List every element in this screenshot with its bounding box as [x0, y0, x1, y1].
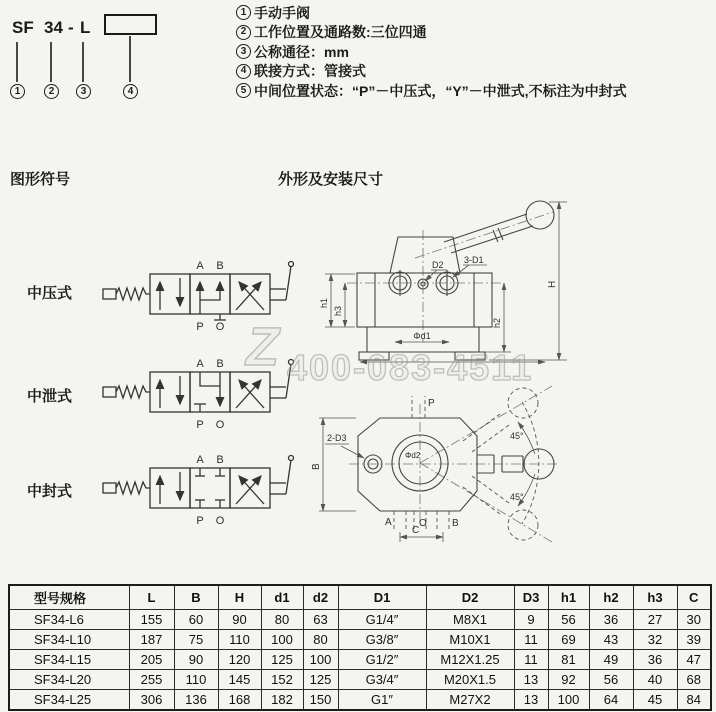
- legend-num-3: 3: [236, 44, 251, 59]
- legend-text-1: 手动手阀: [254, 4, 310, 21]
- cell-model: SF34-L25: [9, 690, 129, 711]
- cell: 64: [589, 690, 633, 711]
- port-O-label: O: [419, 518, 427, 529]
- code-callout-3: 3: [76, 84, 91, 99]
- cell: 56: [548, 610, 589, 630]
- cell: 39: [677, 630, 711, 650]
- cell: G1″: [338, 690, 426, 711]
- cell: 69: [548, 630, 589, 650]
- model-code-diagram: [8, 8, 233, 108]
- port-P-label: P: [428, 398, 435, 409]
- port-p-label: P: [196, 419, 204, 431]
- cell: 150: [303, 690, 338, 711]
- cell: M10X1: [426, 630, 514, 650]
- cell: 90: [218, 610, 261, 630]
- code-prefix: SF: [12, 18, 34, 37]
- col-header-H: H: [218, 585, 261, 610]
- legend-num-1: 1: [236, 5, 251, 20]
- dim-2D3-label: 2-D3: [327, 433, 347, 443]
- cell: 84: [677, 690, 711, 711]
- cell: 75: [174, 630, 218, 650]
- front-view-drawing: [297, 190, 597, 366]
- valve-body-outline: [357, 201, 554, 360]
- cell: 63: [303, 610, 338, 630]
- legend-num-5: 5: [236, 83, 251, 98]
- table-row: [9, 690, 711, 711]
- col-header-L: L: [129, 585, 174, 610]
- dim-h3-label: h3: [333, 305, 343, 316]
- port-A-label: A: [385, 517, 392, 528]
- dim-d2-label: Φd2: [405, 451, 421, 460]
- cell: 49: [589, 650, 633, 670]
- cell: 182: [261, 690, 303, 711]
- col-header-C: C: [677, 585, 711, 610]
- cell: 145: [218, 670, 261, 690]
- cell: 36: [589, 610, 633, 630]
- port-B-label: B: [452, 518, 459, 529]
- cell-model: SF34-L20: [9, 670, 129, 690]
- cell: 40: [633, 670, 677, 690]
- dim-3D1-label: 3-D1: [464, 255, 484, 265]
- cell: 9: [514, 610, 548, 630]
- valve-symbol-pressure: [100, 256, 298, 334]
- outline-section-title: 外形及安装尺寸: [278, 171, 384, 188]
- cell: 68: [677, 670, 711, 690]
- code-spec-box: [104, 14, 157, 35]
- col-header-d2: d2: [303, 585, 338, 610]
- table-row: [9, 670, 711, 690]
- col-header-D2: D2: [426, 585, 514, 610]
- col-header-model: 型号规格: [9, 585, 129, 610]
- code-size: 34: [44, 18, 63, 37]
- cell: 152: [261, 670, 303, 690]
- cell: 45: [633, 690, 677, 711]
- cell: 205: [129, 650, 174, 670]
- cell: 155: [129, 610, 174, 630]
- dim-H-label: H: [547, 280, 558, 288]
- dim-C-label: C: [412, 525, 420, 536]
- code-legend: [236, 3, 714, 101]
- code-conn: L: [80, 18, 91, 37]
- col-header-h2: h2: [589, 585, 633, 610]
- cell: M27X2: [426, 690, 514, 711]
- cell: 100: [261, 630, 303, 650]
- valve-label-pressure: 中压式: [27, 285, 73, 302]
- cell: 100: [548, 690, 589, 711]
- cell: 56: [589, 670, 633, 690]
- cell: 136: [174, 690, 218, 711]
- cell: 32: [633, 630, 677, 650]
- cell: 81: [548, 650, 589, 670]
- cell: G1/4″: [338, 610, 426, 630]
- watermark-phone: 400-083-4511: [287, 347, 534, 388]
- cell: 13: [514, 690, 548, 711]
- legend-item: [236, 62, 714, 82]
- port-a-label: A: [196, 358, 204, 370]
- legend-num-2: 2: [236, 25, 251, 40]
- port-b-label: B: [216, 454, 224, 466]
- cell: 306: [129, 690, 174, 711]
- cell: G3/4″: [338, 670, 426, 690]
- col-header-B: B: [174, 585, 218, 610]
- code-dash: -: [68, 18, 74, 37]
- cell: 43: [589, 630, 633, 650]
- legend-item: [236, 3, 714, 23]
- cell: 187: [129, 630, 174, 650]
- legend-text-4: 联接方式：管接式: [254, 63, 366, 80]
- cell: 11: [514, 650, 548, 670]
- cell: M12X1.25: [426, 650, 514, 670]
- dim-D2-label: D2: [432, 260, 444, 270]
- cell: 90: [174, 650, 218, 670]
- cell: 120: [218, 650, 261, 670]
- cell: 30: [677, 610, 711, 630]
- angle-45-bottom: 45°: [510, 492, 524, 502]
- col-header-D1: D1: [338, 585, 426, 610]
- port-b-label: B: [216, 260, 224, 272]
- col-header-d1: d1: [261, 585, 303, 610]
- code-callout-4: 4: [123, 84, 138, 99]
- cell: 80: [261, 610, 303, 630]
- top-dimensions: [319, 418, 535, 542]
- cell: 125: [261, 650, 303, 670]
- cell: M20X1.5: [426, 670, 514, 690]
- angle-45-top: 45°: [510, 431, 524, 441]
- legend-text-3: 公称通径：mm: [254, 43, 349, 60]
- cell: 60: [174, 610, 218, 630]
- cell: 125: [303, 670, 338, 690]
- cell-model: SF34-L15: [9, 650, 129, 670]
- cell: 36: [633, 650, 677, 670]
- legend-item: [236, 81, 714, 101]
- cell: G3/8″: [338, 630, 426, 650]
- dim-B-label: B: [311, 463, 322, 470]
- code-connector-lines: [8, 34, 233, 84]
- port-p-label: P: [196, 515, 204, 527]
- dim-h1-label: h1: [319, 297, 329, 308]
- table-header-row: [9, 585, 711, 610]
- valve-symbol-relief: [100, 354, 298, 432]
- cell: 168: [218, 690, 261, 711]
- table-row: [9, 650, 711, 670]
- cell: 110: [174, 670, 218, 690]
- top-view-drawing: [297, 384, 609, 564]
- cell: M8X1: [426, 610, 514, 630]
- spec-table: [8, 584, 712, 711]
- cell: 92: [548, 670, 589, 690]
- cell-model: SF34-L10: [9, 630, 129, 650]
- cell-model: SF34-L6: [9, 610, 129, 630]
- legend-text-2: 工作位置及通路数:三位四通: [254, 24, 427, 41]
- col-header-D3: D3: [514, 585, 548, 610]
- valve-label-relief: 中泄式: [27, 388, 73, 405]
- port-b-label: B: [216, 358, 224, 370]
- port-o-label: O: [215, 419, 225, 431]
- cell: 100: [303, 650, 338, 670]
- port-a-label: A: [196, 454, 204, 466]
- dim-h2-label: h2: [492, 317, 502, 328]
- dim-d1-label: Φd1: [413, 331, 431, 341]
- valve-label-closed: 中封式: [27, 483, 73, 500]
- legend-text-5: 中间位置状态：“P”－中压式，“Y”－中泄式,不标注为中封式: [254, 82, 627, 99]
- port-a-label: A: [196, 260, 204, 272]
- cell: 80: [303, 630, 338, 650]
- valve-symbol-closed: [100, 450, 298, 528]
- symbols-section-title: 图形符号: [10, 171, 71, 188]
- cell: G1/2″: [338, 650, 426, 670]
- port-o-label: O: [215, 321, 225, 333]
- table-row: [9, 630, 711, 650]
- legend-item: [236, 23, 714, 43]
- cell: 47: [677, 650, 711, 670]
- cell: 11: [514, 630, 548, 650]
- code-callout-1: 1: [10, 84, 25, 99]
- code-callout-2: 2: [44, 84, 59, 99]
- port-o-label: O: [215, 515, 225, 527]
- watermark-logo: Z: [246, 317, 279, 377]
- port-p-label: P: [196, 321, 204, 333]
- cell: 110: [218, 630, 261, 650]
- table-row: [9, 610, 711, 630]
- col-header-h3: h3: [633, 585, 677, 610]
- cell: 255: [129, 670, 174, 690]
- legend-item: [236, 42, 714, 62]
- cell: 27: [633, 610, 677, 630]
- legend-num-4: 4: [236, 64, 251, 79]
- cell: 13: [514, 670, 548, 690]
- col-header-h1: h1: [548, 585, 589, 610]
